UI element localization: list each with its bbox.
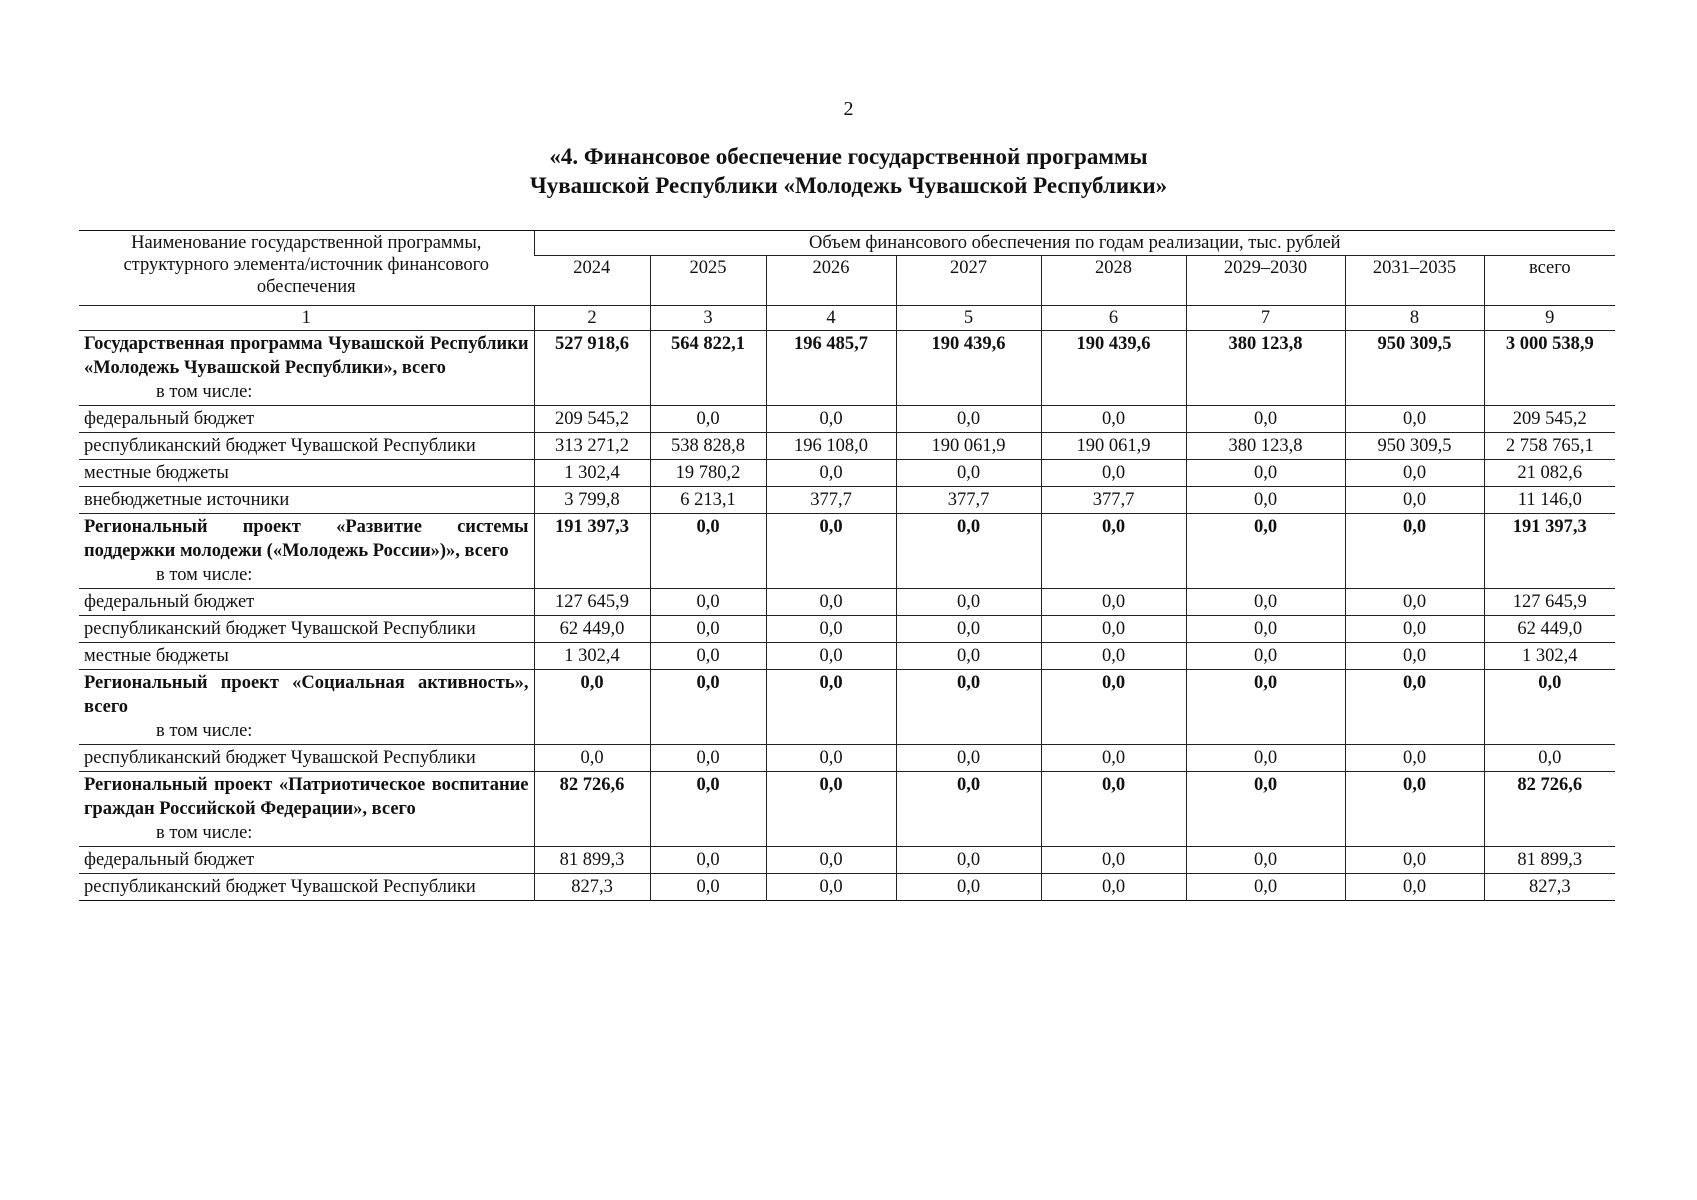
row-year-value: 190 061,9 (896, 433, 1041, 460)
row-year-value: 377,7 (766, 487, 896, 514)
row-year-value: 196 108,0 (766, 433, 896, 460)
header-year: 2025 (650, 256, 766, 306)
row-name-text: Региональный проект «Патриотическое воспитание граждан Российской Федерации», всего (84, 775, 529, 819)
header-year: 2029–2030 (1186, 256, 1345, 306)
table-row-total (79, 514, 1615, 589)
table-row-source (79, 487, 1615, 514)
row-year-value: 0,0 (896, 514, 1041, 589)
row-year-value: 0,0 (1186, 847, 1345, 874)
row-year-value: 0,0 (1345, 670, 1484, 745)
row-year-value: 0,0 (1186, 589, 1345, 616)
row-year-value: 0,0 (766, 514, 896, 589)
table-row-source (79, 433, 1615, 460)
row-year-value: 0,0 (534, 745, 650, 772)
row-total-value: 11 146,0 (1484, 487, 1615, 514)
row-year-value: 190 439,6 (1041, 331, 1186, 406)
row-name-text: Региональный проект «Социальная активность», всего (84, 673, 529, 717)
row-year-value: 81 899,3 (534, 847, 650, 874)
row-year-value: 0,0 (534, 670, 650, 745)
row-name-text: республиканский бюджет Чувашской Республики (84, 877, 476, 897)
row-name-text: федеральный бюджет (84, 850, 255, 870)
row-name (79, 745, 534, 772)
row-name (79, 487, 534, 514)
row-year-value: 0,0 (1345, 745, 1484, 772)
row-year-value: 0,0 (1041, 670, 1186, 745)
row-year-value: 0,0 (1186, 460, 1345, 487)
row-year-value: 62 449,0 (534, 616, 650, 643)
row-total-value: 127 645,9 (1484, 589, 1615, 616)
row-total-value: 191 397,3 (1484, 514, 1615, 589)
row-year-value: 0,0 (1041, 616, 1186, 643)
row-year-value: 0,0 (766, 643, 896, 670)
financing-table (79, 230, 1615, 901)
document-title (0, 142, 1697, 200)
row-year-value: 377,7 (896, 487, 1041, 514)
header-volume-column: Объем финансового обеспечения по годам реализации, тыс. рублей (534, 231, 1615, 256)
row-year-value: 0,0 (1345, 874, 1484, 901)
row-year-value: 0,0 (1345, 616, 1484, 643)
row-year-value: 0,0 (766, 616, 896, 643)
row-year-value: 0,0 (1186, 772, 1345, 847)
row-year-value: 190 061,9 (1041, 433, 1186, 460)
row-name-text: республиканский бюджет Чувашской Республики (84, 748, 476, 768)
row-year-value: 0,0 (1345, 514, 1484, 589)
row-year-value: 538 828,8 (650, 433, 766, 460)
row-year-value: 0,0 (1345, 460, 1484, 487)
row-year-value: 0,0 (650, 514, 766, 589)
row-year-value: 0,0 (766, 874, 896, 901)
row-total-value: 82 726,6 (1484, 772, 1615, 847)
row-year-value: 0,0 (766, 406, 896, 433)
column-number: 8 (1345, 306, 1484, 331)
row-year-value: 0,0 (1186, 670, 1345, 745)
row-year-value: 313 271,2 (534, 433, 650, 460)
row-year-value: 0,0 (1186, 514, 1345, 589)
header-year: 2028 (1041, 256, 1186, 306)
row-name (79, 433, 534, 460)
header-name-column: Наименование государственной программы, структурного элемента/источник финансового обеспечения (123, 233, 490, 297)
row-total-value: 81 899,3 (1484, 847, 1615, 874)
row-year-value: 0,0 (1345, 406, 1484, 433)
row-year-value: 0,0 (1186, 745, 1345, 772)
row-year-value: 0,0 (650, 589, 766, 616)
row-year-value: 0,0 (650, 670, 766, 745)
table-row-source (79, 847, 1615, 874)
row-name (79, 643, 534, 670)
row-year-value: 0,0 (650, 406, 766, 433)
row-year-value: 0,0 (1041, 847, 1186, 874)
row-year-value: 0,0 (766, 772, 896, 847)
row-year-value: 0,0 (1041, 772, 1186, 847)
row-year-value: 0,0 (1041, 514, 1186, 589)
row-year-value: 0,0 (896, 643, 1041, 670)
row-year-value: 0,0 (650, 847, 766, 874)
row-year-value: 0,0 (1041, 589, 1186, 616)
column-number: 5 (896, 306, 1041, 331)
table-row-total (79, 331, 1615, 406)
column-number: 4 (766, 306, 896, 331)
header-year: 2027 (896, 256, 1041, 306)
header-total: всего (1484, 256, 1615, 306)
row-total-value: 827,3 (1484, 874, 1615, 901)
row-year-value: 0,0 (650, 643, 766, 670)
row-year-value: 0,0 (1345, 589, 1484, 616)
column-number: 2 (534, 306, 650, 331)
row-year-value: 0,0 (896, 406, 1041, 433)
row-year-value: 3 799,8 (534, 487, 650, 514)
row-year-value: 209 545,2 (534, 406, 650, 433)
row-total-value: 21 082,6 (1484, 460, 1615, 487)
row-year-value: 377,7 (1041, 487, 1186, 514)
table-row-source (79, 745, 1615, 772)
row-year-value: 0,0 (896, 874, 1041, 901)
row-year-value: 950 309,5 (1345, 331, 1484, 406)
row-year-value: 0,0 (766, 745, 896, 772)
table-row-total (79, 772, 1615, 847)
row-year-value: 0,0 (766, 460, 896, 487)
row-name-text: федеральный бюджет (84, 409, 255, 429)
table-row-source (79, 874, 1615, 901)
row-name-text: местные бюджеты (84, 463, 229, 483)
row-year-value: 0,0 (1041, 874, 1186, 901)
row-year-value: 0,0 (650, 616, 766, 643)
column-number: 9 (1484, 306, 1615, 331)
header-year: 2024 (573, 258, 611, 278)
row-year-value: 0,0 (1345, 643, 1484, 670)
row-name-text: федеральный бюджет (84, 592, 255, 612)
row-year-value: 190 439,6 (896, 331, 1041, 406)
row-year-value: 564 822,1 (650, 331, 766, 406)
row-year-value: 82 726,6 (534, 772, 650, 847)
row-year-value: 0,0 (896, 589, 1041, 616)
row-year-value: 380 123,8 (1186, 331, 1345, 406)
row-year-value: 0,0 (1186, 406, 1345, 433)
row-year-value: 0,0 (896, 847, 1041, 874)
row-total-value: 62 449,0 (1484, 616, 1615, 643)
page-number: 2 (843, 98, 854, 120)
row-name (79, 874, 534, 901)
row-name (79, 670, 534, 745)
row-year-value: 0,0 (1345, 487, 1484, 514)
table-row-source (79, 589, 1615, 616)
row-subtitle: в том числе: (156, 565, 253, 585)
row-year-value: 191 397,3 (534, 514, 650, 589)
row-year-value: 0,0 (1345, 847, 1484, 874)
row-year-value: 0,0 (896, 745, 1041, 772)
row-name (79, 406, 534, 433)
row-name-text: Государственная программа Чувашской Республики «Молодежь Чувашской Республики», всего (84, 334, 529, 378)
table-row-source (79, 406, 1615, 433)
row-name-text: местные бюджеты (84, 646, 229, 666)
row-subtitle: в том числе: (156, 382, 253, 402)
table-row-total (79, 670, 1615, 745)
row-year-value: 196 485,7 (766, 331, 896, 406)
table-header (79, 231, 1615, 331)
row-year-value: 0,0 (766, 589, 896, 616)
row-total-value: 0,0 (1484, 670, 1615, 745)
row-year-value: 0,0 (650, 874, 766, 901)
row-year-value: 827,3 (534, 874, 650, 901)
row-year-value: 0,0 (1041, 745, 1186, 772)
table-row-source (79, 643, 1615, 670)
column-number: 7 (1186, 306, 1345, 331)
column-number: 1 (301, 308, 311, 328)
row-name-text: внебюджетные источники (84, 490, 290, 510)
row-year-value: 0,0 (896, 460, 1041, 487)
row-year-value: 0,0 (1041, 406, 1186, 433)
row-year-value: 0,0 (650, 745, 766, 772)
row-name (79, 460, 534, 487)
column-number: 3 (650, 306, 766, 331)
row-year-value: 0,0 (1345, 772, 1484, 847)
column-number: 6 (1041, 306, 1186, 331)
row-total-value: 2 758 765,1 (1484, 433, 1615, 460)
title-line-1: «4. Финансовое обеспечение государственной программы (549, 144, 1148, 169)
row-year-value: 6 213,1 (650, 487, 766, 514)
row-name-text: республиканский бюджет Чувашской Республики (84, 619, 476, 639)
table-body (79, 331, 1615, 901)
header-year: 2026 (766, 256, 896, 306)
row-year-value: 0,0 (766, 847, 896, 874)
table-row-source (79, 616, 1615, 643)
header-year: 2031–2035 (1345, 256, 1484, 306)
title-line-2: Чувашской Республики «Молодежь Чувашской Республики» (529, 173, 1168, 198)
row-total-value: 1 302,4 (1484, 643, 1615, 670)
row-year-value: 0,0 (1186, 487, 1345, 514)
row-year-value: 0,0 (896, 616, 1041, 643)
row-year-value: 527 918,6 (534, 331, 650, 406)
row-name (79, 589, 534, 616)
row-year-value: 0,0 (650, 772, 766, 847)
row-year-value: 127 645,9 (534, 589, 650, 616)
row-year-value: 0,0 (1041, 460, 1186, 487)
row-year-value: 1 302,4 (534, 643, 650, 670)
row-year-value: 0,0 (896, 772, 1041, 847)
row-name (79, 331, 534, 406)
row-year-value: 0,0 (1186, 874, 1345, 901)
row-total-value: 209 545,2 (1484, 406, 1615, 433)
row-name (79, 847, 534, 874)
row-year-value: 0,0 (1041, 643, 1186, 670)
row-year-value: 0,0 (1186, 616, 1345, 643)
row-subtitle: в том числе: (156, 721, 253, 741)
row-total-value: 3 000 538,9 (1484, 331, 1615, 406)
row-year-value: 0,0 (1186, 643, 1345, 670)
row-year-value: 19 780,2 (650, 460, 766, 487)
row-name (79, 514, 534, 589)
row-name-text: республиканский бюджет Чувашской Республики (84, 436, 476, 456)
row-total-value: 0,0 (1484, 745, 1615, 772)
row-name-text: Региональный проект «Развитие системы поддержки молодежи («Молодежь России»)», всего (84, 517, 529, 561)
row-name (79, 616, 534, 643)
row-year-value: 0,0 (896, 670, 1041, 745)
row-year-value: 0,0 (766, 670, 896, 745)
row-year-value: 1 302,4 (534, 460, 650, 487)
row-subtitle: в том числе: (156, 823, 253, 843)
row-year-value: 380 123,8 (1186, 433, 1345, 460)
table-row-source (79, 460, 1615, 487)
row-year-value: 950 309,5 (1345, 433, 1484, 460)
row-name (79, 772, 534, 847)
